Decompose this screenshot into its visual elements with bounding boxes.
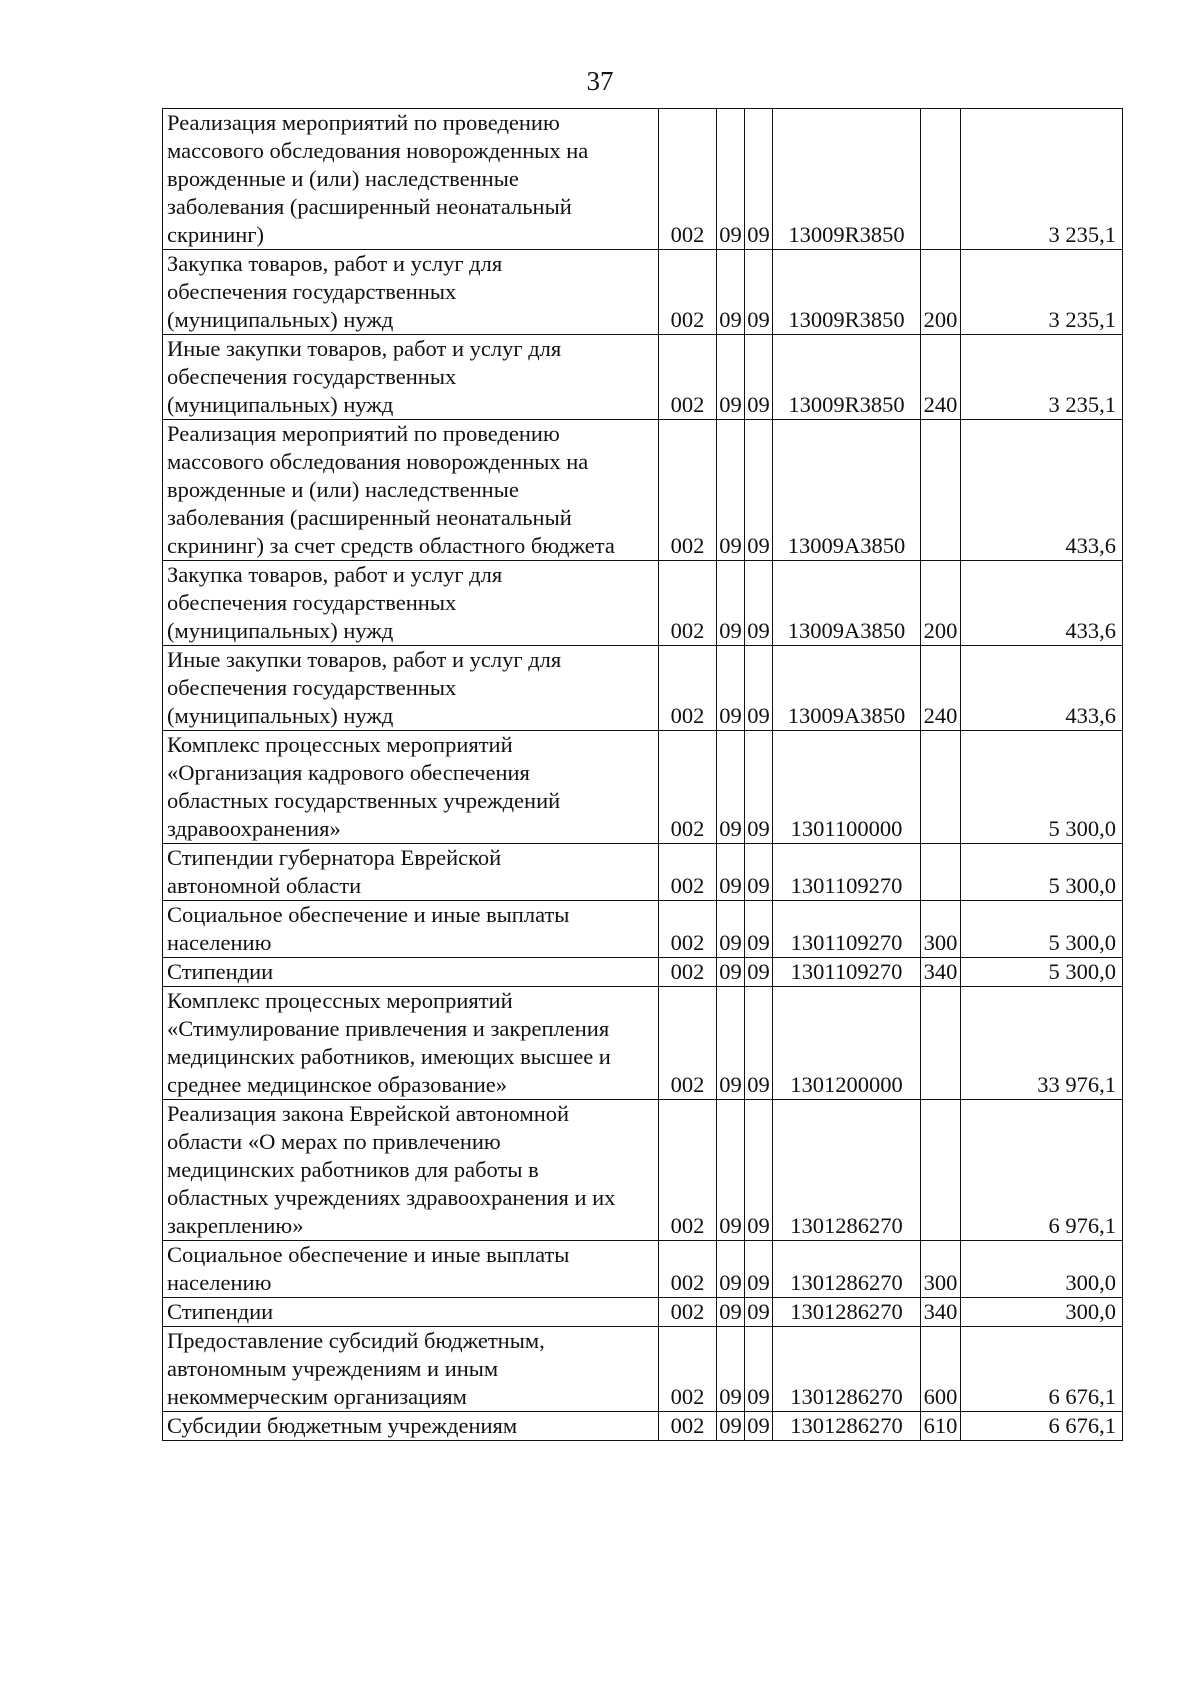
subsection-code-cell: 09: [745, 335, 773, 420]
expense-type-cell: [921, 109, 961, 250]
table-row: [163, 561, 1123, 646]
table-row: [163, 987, 1123, 1100]
row-name-cell: [163, 335, 659, 420]
section-code-cell: 09: [717, 1298, 745, 1327]
row-name-cell: [163, 844, 659, 901]
amount-cell: 6 676,1: [961, 1412, 1123, 1441]
amount-cell: 5 300,0: [961, 731, 1123, 844]
expense-type-cell: 240: [921, 646, 961, 731]
expense-type-cell: 340: [921, 958, 961, 987]
ved-code-cell: 002: [659, 901, 717, 958]
expense-type-cell: 240: [921, 335, 961, 420]
target-article-cell: 1301286270: [773, 1241, 921, 1298]
expense-type-cell: 200: [921, 250, 961, 335]
section-code-cell: 09: [717, 250, 745, 335]
table-row: [163, 1327, 1123, 1412]
section-code-cell: 09: [717, 646, 745, 731]
amount-cell: 3 235,1: [961, 250, 1123, 335]
amount-cell: 5 300,0: [961, 901, 1123, 958]
expense-type-cell: 600: [921, 1327, 961, 1412]
target-article-cell: 1301286270: [773, 1412, 921, 1441]
section-code-cell: 09: [717, 420, 745, 561]
ved-code-cell: 002: [659, 844, 717, 901]
row-name-line: Социальное обеспечение и иные выплаты: [167, 1242, 570, 1267]
row-name-line: заболевания (расширенный неонатальный: [167, 505, 572, 530]
row-name-cell: [163, 420, 659, 561]
row-name-line: Закупка товаров, работ и услуг для: [167, 251, 503, 276]
amount-cell: 300,0: [961, 1298, 1123, 1327]
ved-code-cell: 002: [659, 561, 717, 646]
amount-cell: 5 300,0: [961, 958, 1123, 987]
row-name-line: Реализация мероприятий по проведению: [167, 110, 560, 135]
row-name-line: Иные закупки товаров, работ и услуг для: [167, 647, 562, 672]
amount-cell: 6 976,1: [961, 1100, 1123, 1241]
table-row: [163, 1241, 1123, 1298]
table-row: [163, 420, 1123, 561]
row-name-line: областных учреждениях здравоохранения и их: [167, 1185, 616, 1210]
row-name-line: автономной области: [167, 873, 362, 898]
row-name-line: обеспечения государственных: [167, 279, 457, 304]
row-name-line: Реализация закона Еврейской автономной: [167, 1101, 570, 1126]
amount-cell: 433,6: [961, 420, 1123, 561]
row-name-line: населению: [167, 1270, 272, 1295]
row-name-cell: [163, 731, 659, 844]
section-code-cell: 09: [717, 109, 745, 250]
subsection-code-cell: 09: [745, 1412, 773, 1441]
row-name-line: Иные закупки товаров, работ и услуг для: [167, 336, 562, 361]
expense-type-cell: 300: [921, 901, 961, 958]
table-row: [163, 335, 1123, 420]
ved-code-cell: 002: [659, 1100, 717, 1241]
row-name-cell: [163, 1327, 659, 1412]
table-row: [163, 844, 1123, 901]
amount-cell: 3 235,1: [961, 335, 1123, 420]
subsection-code-cell: 09: [745, 844, 773, 901]
row-name-line: обеспечения государственных: [167, 675, 457, 700]
target-article-cell: 13009R3850: [773, 335, 921, 420]
row-name-line: некоммерческим организациям: [167, 1384, 467, 1409]
target-article-cell: 13009A3850: [773, 420, 921, 561]
subsection-code-cell: 09: [745, 901, 773, 958]
row-name-line: автономным учреждениям и иным: [167, 1356, 499, 1381]
row-name-line: Стипендии: [167, 959, 274, 984]
amount-cell: 433,6: [961, 646, 1123, 731]
amount-cell: 433,6: [961, 561, 1123, 646]
row-name-cell: [163, 1241, 659, 1298]
ved-code-cell: 002: [659, 731, 717, 844]
amount-cell: 5 300,0: [961, 844, 1123, 901]
expense-type-cell: 300: [921, 1241, 961, 1298]
subsection-code-cell: 09: [745, 561, 773, 646]
target-article-cell: 1301286270: [773, 1100, 921, 1241]
budget-table: [162, 108, 1123, 1441]
ved-code-cell: 002: [659, 1327, 717, 1412]
table-row: [163, 1298, 1123, 1327]
subsection-code-cell: 09: [745, 1100, 773, 1241]
table-row: [163, 250, 1123, 335]
row-name-line: врожденные и (или) наследственные: [167, 477, 519, 502]
row-name-line: Социальное обеспечение и иные выплаты: [167, 902, 570, 927]
row-name-cell: [163, 1298, 659, 1327]
section-code-cell: 09: [717, 844, 745, 901]
section-code-cell: 09: [717, 1412, 745, 1441]
row-name-line: Комплекс процессных мероприятий: [167, 988, 513, 1013]
expense-type-cell: 200: [921, 561, 961, 646]
table-row: [163, 646, 1123, 731]
row-name-cell: [163, 958, 659, 987]
ved-code-cell: 002: [659, 250, 717, 335]
row-name-line: среднее медицинское образование»: [167, 1072, 508, 1097]
row-name-cell: [163, 1412, 659, 1441]
table-row: [163, 1412, 1123, 1441]
target-article-cell: 1301200000: [773, 987, 921, 1100]
row-name-line: Реализация мероприятий по проведению: [167, 421, 560, 446]
subsection-code-cell: 09: [745, 420, 773, 561]
row-name-cell: [163, 250, 659, 335]
row-name-cell: [163, 561, 659, 646]
subsection-code-cell: 09: [745, 646, 773, 731]
target-article-cell: 1301109270: [773, 958, 921, 987]
row-name-line: Стипендии губернатора Еврейской: [167, 845, 502, 870]
row-name-line: (муниципальных) нужд: [167, 703, 394, 728]
section-code-cell: 09: [717, 335, 745, 420]
target-article-cell: 1301286270: [773, 1327, 921, 1412]
row-name-line: здравоохранения»: [167, 816, 341, 841]
row-name-line: «Организация кадрового обеспечения: [167, 760, 530, 785]
target-article-cell: 1301109270: [773, 901, 921, 958]
amount-cell: 300,0: [961, 1241, 1123, 1298]
subsection-code-cell: 09: [745, 958, 773, 987]
ved-code-cell: 002: [659, 420, 717, 561]
target-article-cell: 1301286270: [773, 1298, 921, 1327]
row-name-cell: [163, 646, 659, 731]
row-name-line: (муниципальных) нужд: [167, 392, 394, 417]
row-name-line: Закупка товаров, работ и услуг для: [167, 562, 503, 587]
target-article-cell: 13009A3850: [773, 561, 921, 646]
budget-table-body: [163, 109, 1123, 1441]
row-name-cell: [163, 901, 659, 958]
table-row: [163, 901, 1123, 958]
row-name-line: обеспечения государственных: [167, 590, 457, 615]
subsection-code-cell: 09: [745, 109, 773, 250]
ved-code-cell: 002: [659, 109, 717, 250]
row-name-line: обеспечения государственных: [167, 364, 457, 389]
amount-cell: 33 976,1: [961, 987, 1123, 1100]
row-name-line: Комплекс процессных мероприятий: [167, 732, 513, 757]
row-name-line: заболевания (расширенный неонатальный: [167, 194, 572, 219]
subsection-code-cell: 09: [745, 987, 773, 1100]
table-row: [163, 109, 1123, 250]
subsection-code-cell: 09: [745, 731, 773, 844]
row-name-cell: [163, 987, 659, 1100]
row-name-line: врожденные и (или) наследственные: [167, 166, 519, 191]
expense-type-cell: [921, 844, 961, 901]
row-name-line: «Стимулирование привлечения и закрепления: [167, 1016, 610, 1041]
amount-cell: 6 676,1: [961, 1327, 1123, 1412]
row-name-line: массового обследования новорожденных на: [167, 449, 589, 474]
expense-type-cell: 610: [921, 1412, 961, 1441]
row-name-line: закреплению»: [167, 1213, 304, 1238]
section-code-cell: 09: [717, 1100, 745, 1241]
section-code-cell: 09: [717, 1241, 745, 1298]
target-article-cell: 1301100000: [773, 731, 921, 844]
row-name-cell: [163, 109, 659, 250]
expense-type-cell: 340: [921, 1298, 961, 1327]
row-name-line: скрининг) за счет средств областного бюджета: [167, 533, 615, 558]
row-name-line: (муниципальных) нужд: [167, 307, 394, 332]
page-number: 37: [586, 66, 614, 96]
subsection-code-cell: 09: [745, 250, 773, 335]
subsection-code-cell: 09: [745, 1327, 773, 1412]
target-article-cell: 13009R3850: [773, 250, 921, 335]
row-name-line: области «О мерах по привлечению: [167, 1129, 501, 1154]
section-code-cell: 09: [717, 901, 745, 958]
section-code-cell: 09: [717, 987, 745, 1100]
ved-code-cell: 002: [659, 646, 717, 731]
ved-code-cell: 002: [659, 987, 717, 1100]
table-row: [163, 1100, 1123, 1241]
row-name-line: скрининг): [167, 222, 265, 247]
ved-code-cell: 002: [659, 1241, 717, 1298]
row-name-line: населению: [167, 930, 272, 955]
ved-code-cell: 002: [659, 1412, 717, 1441]
target-article-cell: 1301109270: [773, 844, 921, 901]
row-name-line: Стипендии: [167, 1299, 274, 1324]
section-code-cell: 09: [717, 958, 745, 987]
subsection-code-cell: 09: [745, 1298, 773, 1327]
expense-type-cell: [921, 987, 961, 1100]
row-name-line: массового обследования новорожденных на: [167, 138, 589, 163]
expense-type-cell: [921, 420, 961, 561]
table-row: [163, 958, 1123, 987]
ved-code-cell: 002: [659, 1298, 717, 1327]
target-article-cell: 13009R3850: [773, 109, 921, 250]
row-name-line: Субсидии бюджетным учреждениям: [167, 1413, 518, 1438]
table-row: [163, 731, 1123, 844]
row-name-line: (муниципальных) нужд: [167, 618, 394, 643]
expense-type-cell: [921, 1100, 961, 1241]
section-code-cell: 09: [717, 561, 745, 646]
section-code-cell: 09: [717, 731, 745, 844]
row-name-cell: [163, 1100, 659, 1241]
row-name-line: областных государственных учреждений: [167, 788, 561, 813]
subsection-code-cell: 09: [745, 1241, 773, 1298]
row-name-line: медицинских работников, имеющих высшее и: [167, 1044, 611, 1069]
target-article-cell: 13009A3850: [773, 646, 921, 731]
ved-code-cell: 002: [659, 958, 717, 987]
amount-cell: 3 235,1: [961, 109, 1123, 250]
section-code-cell: 09: [717, 1327, 745, 1412]
ved-code-cell: 002: [659, 335, 717, 420]
row-name-line: Предоставление субсидий бюджетным,: [167, 1328, 545, 1353]
row-name-line: медицинских работников для работы в: [167, 1157, 539, 1182]
expense-type-cell: [921, 731, 961, 844]
